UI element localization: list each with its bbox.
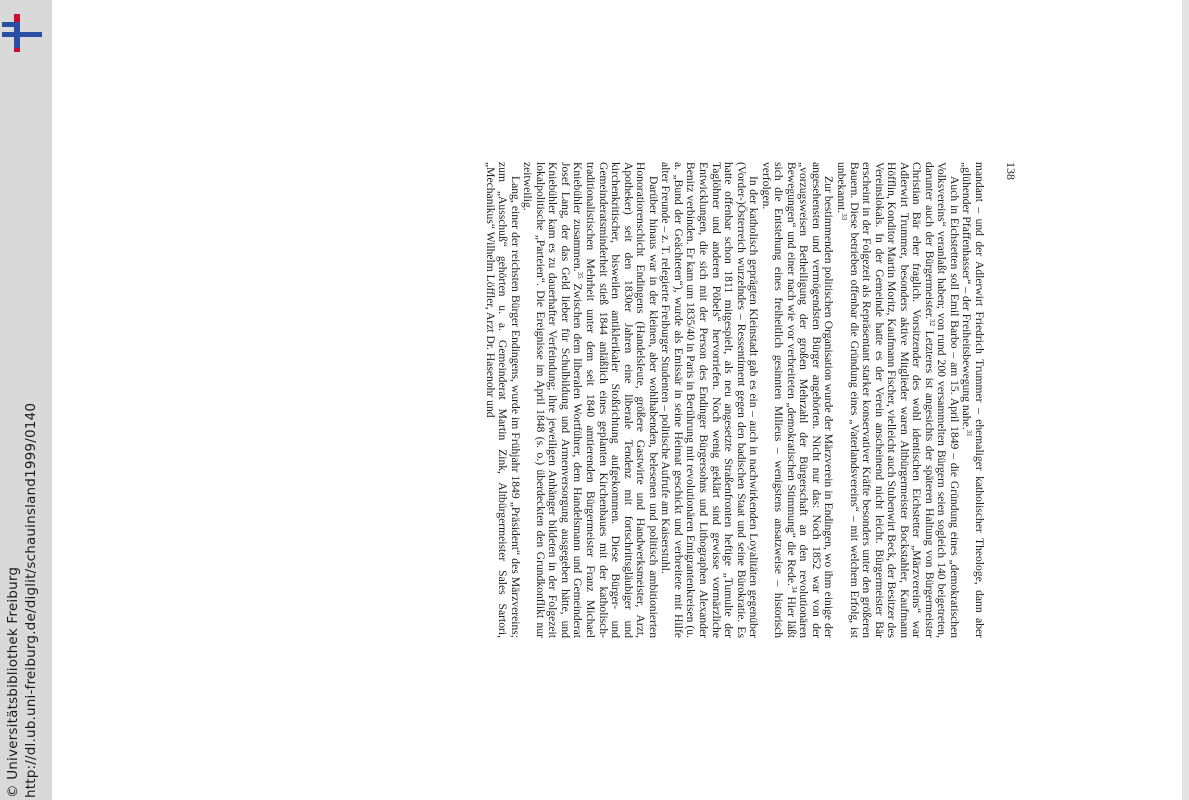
footnote-ref: 31 <box>965 429 974 437</box>
paragraph-text: Zwischen dem liberalen Wortführer, dem Handelsmann und Gemeinderat Josef Lang, der das Geld lieber für Schulbildung und Armenversorgung ausgegeben hätte, und Kniebühler kam es zu dauerhafter Verfeindung; ihre jeweiligen Anhänger bildeten in der Folgezeit lokalpolitische „Parteien“. Die Ereignisse im April 1848 (s. o.) überdeckten den Grundkonflikt nur zeitweilig. <box>521 162 585 638</box>
footnote-ref: 32 <box>927 319 936 327</box>
watermark <box>4 378 40 798</box>
paragraph <box>483 162 521 638</box>
paragraph <box>521 162 659 638</box>
scanned-page <box>265 162 1018 638</box>
paragraph <box>759 162 834 638</box>
paragraph-text: mandant – und der Adlerwirt Friedrich Trummer – ehemaliger katholischer Theologe, dann aber „glühender Pfaffenhasser“ – der Freiheitsbewegung nahe. <box>960 162 986 638</box>
paragraph <box>834 162 959 638</box>
footnote-ref: 35 <box>576 271 585 279</box>
paragraph <box>659 162 759 638</box>
source-url[interactable]: http://dl.ub.uni-freiburg.de/diglit/schauinsland1999/0140 <box>23 402 39 798</box>
copyright-text: © Universitätsbibliothek Freiburg <box>5 566 21 798</box>
scrollbar-track[interactable] <box>1182 0 1189 800</box>
paragraph-text: In der katholisch geprägten Kleinstadt gab es ein – auch in nachwirkenden Loyalitäten gegenüber (Vorder-)Österreich wurzelndes – Ressentiment gegen den badischen Staat und seine Bürokratie. Es hatte offenbar schon 1811 mitgespielt, als neu angesetzte Straßenfronten heftige „Tumulte der Taglöhner und anderen Pöbels“ hervorriefen. Noch wenig geklärt sind gewisse vormärzliche Entwicklungen, die sich mit der Person des Endinger Bürgersohns und Lithographen Alexander Benitz verbinden. Er kam um 1835/40 in Paris in Berührung mit revolutionären Emigrantenkreisen (u. a. „Bund der Geächteten“), wurde als Emissär in seine Heimat geschickt und verbreitete mit Hilfe alter Freunde – z. T. relegierte Freiburger Studenten – politische Aufrufe am Kaiserstuhl. <box>659 162 761 638</box>
paragraph-text: Lang, einer der reichsten Bürger Endingens, wurde im Frühjahr 1849 „Präsident“ des Märzvereins; zum „Ausschuß“ gehörten u. a. Gemeinderat Martin Zink, Altbürgermeister Sales Sartori, „Mechanikus“ Wilhelm Löffler, Arzt Dr. Hasenohr und <box>483 162 522 638</box>
paragraph-text: Darüber hinaus war in der kleinen, aber wohlhabenden, belesenen und politisch ambitionierten Honoratiorenschicht Endingens (Handelsleute, größere Gastwirte und Handwerksmeister, Arzt, Apotheker) seit den 1830er Jahren eine liberale Tendenz mit fortschrittsgläubiger und kirchenkritischer, bisweilen antiklerikaler Stoßrichtung aufgekommen. Diese Bürger- und Gemeinderatsminderheit stieß 1844 anläßlich eines geplanten Kirchenbaues mit der katholisch-traditionalistischen Mehrheit unter dem seit 1840 amtierenden Bürgermeister Franz Michael Kniebühler zusammen. <box>571 162 660 638</box>
page-number: 138 <box>1004 162 1018 180</box>
viewer-sidebar <box>0 0 52 800</box>
paragraph-text: Letzteres ist angesichts der späteren Haltung von Bürgermeister Christian Bär eher fraglich. Vorsitzender des wohl identischen Eichstetter „Märzvereins“ war Adlerwirt Trummer, besonders aktive Mitglieder waren Altbürgermeister Bockstahler, Kaufmann Höfflin, Konditor Martin Moritz, Kaufmann Fischer, vielleicht auch Stubenwirt Beck, der Besitzer des Vereinslokals. In der Gemeinde hatte es der Verein anscheinend nicht leicht. Bürgermeister Bär erscheint in der Folgezeit als Repräsentant starker konservativer Kräfte besonders unter den größeren Bauern. Diese betrieben offenbar die Gründung eines „Vaterlandsvereins“ – mit welchem Erfolg, ist unbekannt. <box>834 162 936 638</box>
footnote-ref: 33 <box>839 213 848 221</box>
paragraph <box>960 162 985 638</box>
footnote-ref: 34 <box>789 585 798 593</box>
paragraph-text: Zur bestimmenden politischen Organisation wurde der Märzverein in Endingen, wo ihm einige der angesehensten und vermögendsten Bürger angehörten. Nicht nur das: Noch 1852 war von der „vorzugsweisen Betheiligung der großen Mehrzahl der Bürgerschaft an den revolutionären Bewegungen“ und einer nach wie vor verbreiteten „demokratischen Stimmung“ die Rede. <box>784 162 836 638</box>
paragraph-text: Auch in Eichstetten soll Emil Barbo – am 15. April 1849 – die Gründung eines „demokratischen Volksvereins“ veranlaßt haben; von rund 200 versammelten Bürgern seien sogleich 140 beigetreten, darunter auch der Bürgermeister. <box>922 162 961 638</box>
ub-freiburg-logo-icon[interactable] <box>0 8 44 52</box>
paragraph-text: Hier läßt sich die Entstehung eines freiheitlich gesinnten Milieus – wenigstens ansatzweise – historisch verfolgen. <box>759 162 798 638</box>
